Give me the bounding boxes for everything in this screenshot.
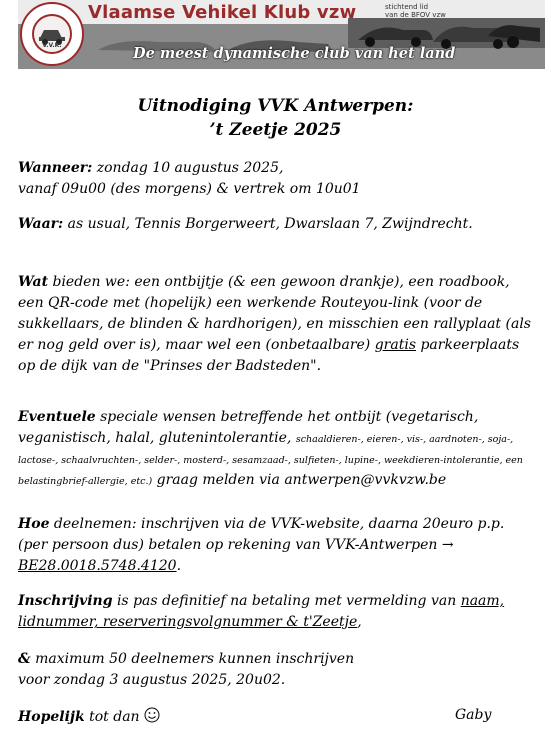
wat-label: Wat <box>18 274 49 290</box>
section-wanneer <box>18 158 533 200</box>
club-logo <box>20 2 84 66</box>
page-title-line2: ’t Zeetje 2025 <box>209 120 342 140</box>
header-banner <box>18 0 545 69</box>
deadline-text: voor zondag 3 augustus 2025, 20u02. <box>18 672 286 688</box>
section-maximum <box>18 649 533 691</box>
allergy-list: schaaldieren-, eieren-, vis-, aardnoten-, soja-, lactose-, schaalvruchten-, selder-, mosterd-, sesamzaad-, sulfieten-, lupine-, weekdieren-intolerantie, een belastingbrief-allergie, etc.) <box>18 434 523 487</box>
eventuele-contact: graag melden via antwerpen@vvkvzw.be <box>152 472 447 488</box>
hoe-label: Hoe <box>18 516 50 532</box>
organization-subtitle: stichtend lid van de BFOV vzw <box>385 3 446 19</box>
wanneer-text: zondag 10 augustus 2025, <box>92 160 284 176</box>
club-tagline: De meest dynamische club van het land <box>133 45 456 62</box>
waar-text: as usual, Tennis Borgerweert, Dwarslaan 7, Zwijndrecht. <box>63 216 473 232</box>
inschrijving-label: Inschrijving <box>18 593 113 609</box>
hoe-text: deelnemen: inschrijven via de VVK-website, daarna 20euro p.p. (per persoon dus) betalen op rekening van VVK-Antwerpen <box>18 516 505 553</box>
section-hoe: Hoe deelnemen: inschrijven via de VVK-website, daarna 20euro p.p. (per persoon dus) betalen op rekening van VVK-Antwerpen → BE28.0018.5748.4120. <box>18 516 505 574</box>
gratis-text: gratis <box>374 337 417 353</box>
smiley-icon <box>144 707 160 723</box>
section-waar <box>18 214 533 235</box>
waar-label: Waar: <box>18 216 64 232</box>
arrow-icon: → <box>441 537 454 553</box>
maximum-text: maximum 50 deelnemers kunnen inschrijven <box>30 651 355 667</box>
maximum-label: & <box>18 651 31 667</box>
required-details: naam, lidnummer, reserveringsvolgnummer & t'Zeetje <box>18 593 505 630</box>
signature: Gaby <box>455 707 492 723</box>
eventuele-label: Eventuele <box>18 409 96 425</box>
eventuele-text: speciale wensen betreffende het ontbijt (vegetarisch, veganistisch, halal, glutenintolerantie, <box>18 409 479 446</box>
inschrijving-text: is pas definitief na betaling met vermelding van <box>112 593 461 609</box>
wanneer-time: vanaf 09u00 (des morgens) & vertrek om 10u01 <box>18 181 361 197</box>
closing-label: Hopelijk <box>18 709 85 725</box>
iban-number: BE28.0018.5748.4120 <box>18 558 177 574</box>
wat-text-end: parkeerplaats op de dijk van de "Prinses der Badsteden". <box>18 337 520 374</box>
section-wat <box>18 272 533 377</box>
closing-text: tot dan <box>84 709 145 725</box>
wanneer-label: Wanneer: <box>18 160 93 176</box>
page-title-line1: Uitnodiging VVK Antwerpen: <box>137 96 414 116</box>
logo-text: V.V.K. <box>42 42 62 49</box>
section-eventuele <box>18 407 533 491</box>
wat-text: bieden we: een ontbijtje (& een gewoon drankje), een roadbook, een QR-code met (hopelijk) een werkende Routeyou-link (voor de sukkellaars, de blinden & hardhorigen), en misschien een rallyplaat (als er nog geld over is), maar wel een (onbetaalbare) <box>18 274 531 353</box>
organization-name: Vlaamse Vehikel Klub vzw <box>88 2 357 23</box>
section-inschrijving: Inschrijving is pas definitief na betaling met vermelding van naam, lidnummer, reserveringsvolgnummer & t'Zeetje, <box>18 593 505 630</box>
